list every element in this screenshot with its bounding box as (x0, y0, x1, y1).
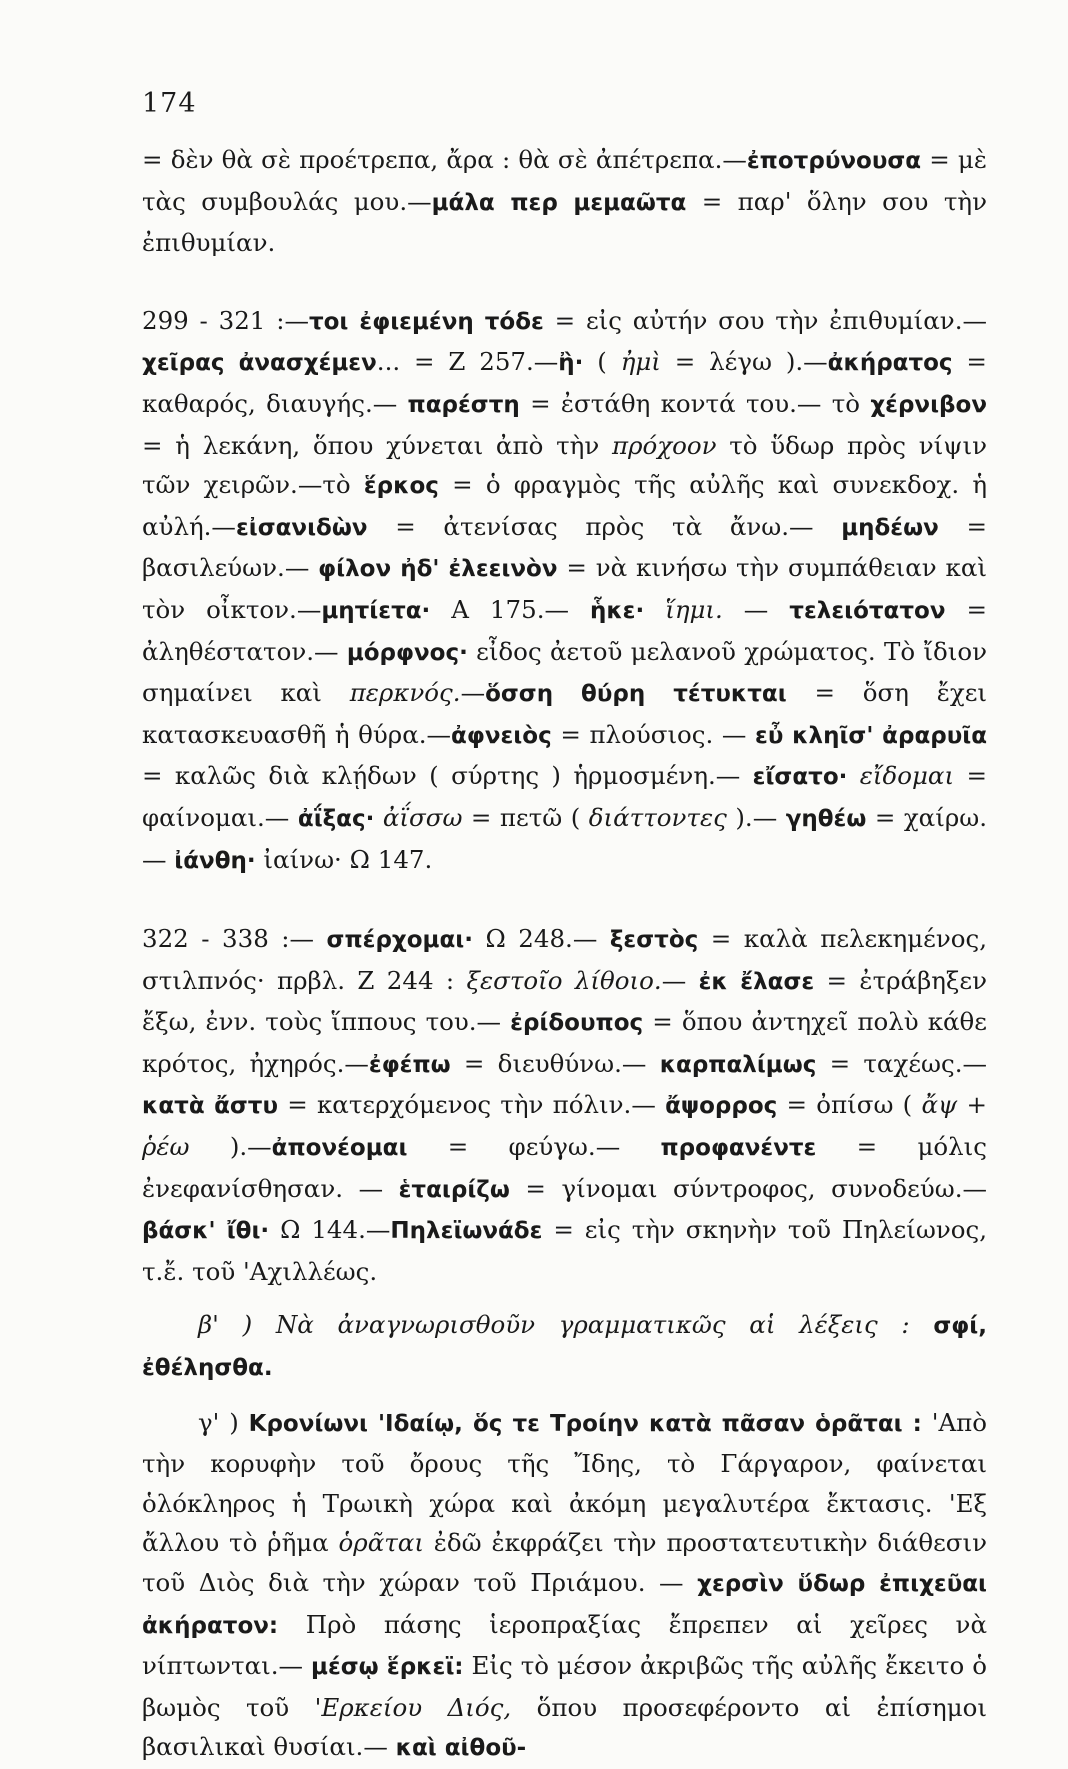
text-run: = χαίρω.— (142, 802, 987, 874)
headword: προφανέντε (660, 1135, 817, 1162)
headword: εἴσατο· (752, 764, 848, 791)
headword: παρέστη (407, 391, 520, 418)
text-run: = καλὰ πελεκημένος, στιλπνός· πρβλ. Ζ 244 : (142, 924, 987, 995)
paragraph-beta (142, 1305, 987, 1388)
text-run: Πρὸ πάσης ἱεροπραξίας ἔπρεπεν αἱ χεῖρες νὰ νίπτωνται.— (142, 1609, 987, 1681)
italic-text: ξεστοῖο λίθοιο. (466, 965, 662, 995)
text-run: = δὲν θὰ σὲ προέτρεπα, ἄρα : θὰ σὲ ἀπέτρεπα.— (142, 145, 747, 174)
headword: ὅσση θύρη τέτυκται (485, 681, 787, 708)
headword: χερσὶν ὕδωρ ἐπιχεῦαι ἀκήρατον: (142, 1571, 988, 1639)
text-run: = εἰς τὴν σκηνὴν τοῦ Πηλείωνος, τ.ἔ. τοῦ 'Αχιλλέως. (142, 1215, 987, 1286)
text-run: — (661, 965, 699, 995)
text-run: ( (583, 347, 621, 377)
headword: ἀΐξας· (297, 805, 375, 832)
text-run: ... = Ζ 257.— (376, 347, 559, 377)
text-run: ὅπου προσεφέροντο αἱ ἐπίσημοι βασιλικαὶ θυσίαι.— (142, 1692, 987, 1762)
text-run: γ' ) (198, 1407, 249, 1437)
text-run: = νὰ κινήσω τὴν συμπάθειαν καὶ τὸν οἶκτον.— (142, 553, 987, 624)
paragraph-lines-299-321 (142, 301, 987, 881)
headword: σπέρχομαι· (326, 927, 473, 954)
headword: τοι ἐφιεμένη τόδε (308, 308, 544, 335)
headword: βάσκ' ἴθι· (142, 1218, 270, 1245)
text-run: = ὅση ἔχει κατασκευασθῆ ἡ θύρα.— (142, 678, 987, 749)
headword: ἄψορρος (665, 1093, 778, 1120)
headword: ἐρίδουπος (510, 1010, 644, 1037)
paragraph-gamma (142, 1403, 987, 1769)
text-run: = ὁ φραγμὸς τῆς αὐλῆς καὶ συνεκδοχ. ἡ αὐλή.— (142, 470, 987, 541)
text-run (374, 803, 383, 832)
headword: ἐκ ἔλασε (698, 968, 815, 995)
text-run: = φαίνομαι.— (142, 761, 987, 832)
paragraph-continuation (142, 140, 987, 263)
text-run: 'Απὸ τὴν κορυφὴν τοῦ ὄρους τῆς Ἴδης, τὸ Γάργαρον, φαίνεται ὁλόκληρος ἡ Τρωικὴ χώρα καὶ ἀκόμη μεγαλυτέρα ἔκτασις. 'Εξ ἄλλου τὸ ῥῆμα (142, 1407, 988, 1558)
headword: ἰάνθη· (174, 847, 256, 874)
italic-text: β' ) Νὰ ἀναγνωρισθοῦν γραμματικῶς αἱ λέξεις : (198, 1310, 910, 1340)
italic-text: ἠμὶ (620, 347, 661, 377)
italic-text: εἴδομαι (859, 761, 955, 791)
text-run: — (460, 678, 486, 708)
headword: γηθέω (785, 805, 867, 832)
text-run: = καλῶς διὰ κλῄδων ( σύρτης ) ἡρμοσμένη.— (142, 761, 753, 791)
text-run (644, 595, 665, 624)
italic-text: ἀΐσσω (382, 802, 463, 832)
text-run: = εἰς αὐτήν σου τὴν ἐπιθυμίαν.— (543, 305, 987, 335)
headword: ἐφέπω (368, 1051, 451, 1078)
text-run: 299 - 321 :— (142, 305, 309, 335)
italic-text: 'Ερκείου Διός, (314, 1692, 512, 1722)
page-number: 174 (142, 88, 197, 119)
headword: εἰσανιδὼν (235, 514, 368, 541)
italic-text: ὁρᾶται (338, 1528, 424, 1558)
headword: κατὰ ἄστυ (142, 1093, 278, 1120)
headword: τελειότατον (789, 597, 946, 624)
text-run: ἐδῶ ἐκφράζει τὴν προστατευτικὴν διάθεσιν τοῦ Διὸς διὰ τὴν χώραν τοῦ Πριάμου. — (142, 1528, 987, 1597)
text-run: = μόλις ἐνεφανίσθησαν. — (142, 1132, 987, 1203)
text-run: = πετῶ ( (462, 802, 589, 832)
italic-text: περκνός. (349, 678, 461, 708)
headword: ἢ· (558, 350, 584, 377)
headword: ἀπονέομαι (271, 1135, 408, 1162)
text-run: Α 175.— (430, 594, 590, 624)
headword: Πηλεϊωνάδε (390, 1218, 543, 1245)
headword: φίλον ἠδ' ἐλεεινὸν (318, 556, 558, 583)
text-run: = γίνομαι σύντροφος, συνοδεύω.— (509, 1173, 987, 1203)
text-run: = ἡ λεκάνη, ὅπου χύνεται ἀπὸ τὴν (142, 430, 612, 460)
text-run: = ἐστάθη κοντά του.— τὸ (519, 388, 871, 418)
headword: ἀφνειὸς (451, 722, 552, 749)
text-run: Ω 144.— (269, 1215, 391, 1245)
headword: μάλα περ μεμαῶτα (431, 189, 687, 216)
italic-text: πρόχοον (611, 430, 717, 460)
text-run: = διευθύνω.— (450, 1048, 660, 1078)
text-run: Ω 248.— (472, 924, 610, 954)
text-run: = ἀτενίσας πρὸς τὰ ἄνω.— (367, 511, 842, 541)
text-run: = πλούσιος. — (551, 719, 756, 749)
paragraph-lines-322-338 (142, 919, 987, 1291)
text-run: ).— (189, 1132, 272, 1162)
text-run: = ἀληθέστατον.— (142, 594, 988, 666)
text-run: = καθαρός, διαυγής.— (142, 347, 987, 418)
headword: ἐποτρύνουσα (746, 148, 922, 174)
headword: Κρονίωνι 'Ιδαίῳ, ὅς τε Τροίην κατὰ πᾶσαν ὁρᾶται : (248, 1410, 922, 1437)
headword: μητίετα· (321, 597, 431, 624)
headword: ἀκήρατος (827, 350, 953, 377)
headword: καὶ αἰθοῦ- (395, 1735, 527, 1762)
text-run: = ἐτράβηξεν ἔξω, ἐνν. τοὺς ἵππους του.— (142, 965, 987, 1037)
text-run: = ταχέως.— (816, 1048, 987, 1078)
text-run: ).— (726, 802, 786, 832)
headword: σφί, ἐθέλησθα. (142, 1313, 987, 1382)
text-run: = ὅπου ἀντηχεῖ πολὺ κάθε κρότος, ἠχηρός.— (142, 1007, 988, 1078)
text-run: = κατερχόμενος τὴν πόλιν.— (278, 1090, 666, 1120)
headword: χέρνιβον (870, 391, 987, 418)
text-run: = φεύγω.— (407, 1132, 661, 1162)
text-run: = βασιλεύων.— (142, 511, 987, 583)
headword: εὖ κληῖσ' ἀραρυῖα (755, 722, 987, 749)
text-run: — (722, 594, 790, 624)
text-run: εἶδος ἀετοῦ μελανοῦ χρώματος. Τὸ ἴδιον σημαίνει καὶ (142, 636, 987, 708)
italic-text: ἵημι. (665, 594, 723, 624)
headword: μόρφνος· (346, 639, 468, 666)
headword: καρπαλίμως (659, 1051, 817, 1078)
italic-text: ἄψ + ῥέω (142, 1090, 987, 1162)
headword: μηδέων (841, 514, 939, 541)
headword: μέσῳ ἕρκεϊ: (311, 1654, 464, 1681)
text-run: τὸ ὕδωρ πρὸς νίψιν τῶν χειρῶν.—τὸ (142, 430, 987, 500)
page-text (142, 140, 987, 1769)
text-run: = μὲ τὰς συμβουλάς μου.— (142, 145, 987, 216)
text-run: ἰαίνω· Ω 147. (255, 844, 433, 874)
headword: ἕρκος (363, 473, 439, 500)
headword: χεῖρας ἀνασχέμεν (142, 350, 377, 377)
text-run: = ὀπίσω ( (777, 1090, 922, 1120)
text-run: 322 - 338 :— (142, 924, 327, 954)
text-run (910, 1310, 934, 1339)
headword: ξεστὸς (609, 927, 699, 954)
text-run: = λέγω ).— (660, 347, 828, 377)
text-run (847, 761, 859, 790)
italic-text: διάττοντες (588, 802, 727, 832)
headword: ἧκε· (589, 597, 645, 624)
text-run: = παρ' ὅλην σου τὴν ἐπιθυμίαν. (142, 186, 987, 258)
headword: ἑταιρίζω (398, 1176, 510, 1203)
text-run: Εἰς τὸ μέσον ἀκριβῶς τῆς αὐλῆς ἔκειτο ὁ βωμὸς τοῦ (142, 1651, 987, 1722)
